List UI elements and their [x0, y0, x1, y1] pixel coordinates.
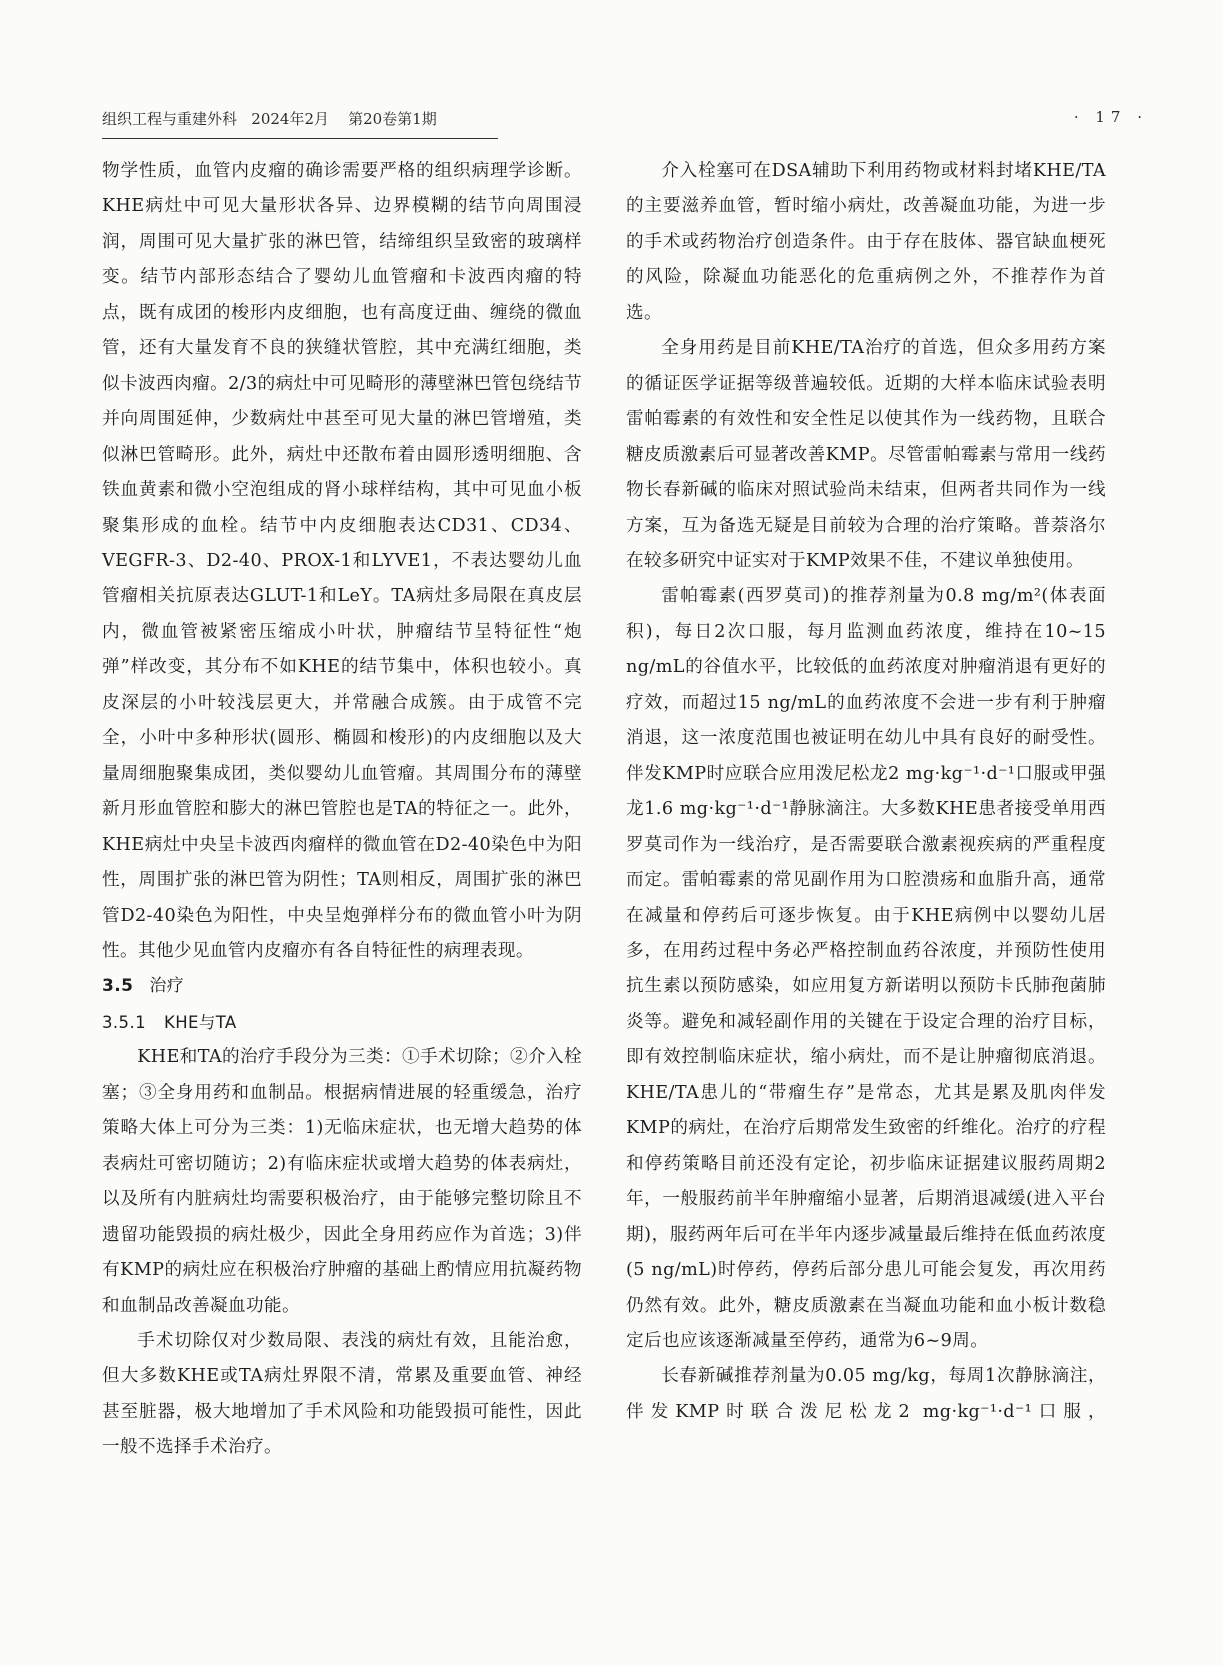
running-header — [102, 108, 1148, 138]
journal-info: 组织工程与重建外科 2024年2月 第20卷第1期 — [102, 110, 437, 128]
paragraph-pathology: 物学性质，血管内皮瘤的确诊需要严格的组织病理学诊断。KHE病灶中可见大量形状各异、边界模糊的结节向周围浸润，周围可见大量扩张的淋巴管，结缔组织呈致密的玻璃样变。结节内部形态结合了婴幼儿血管瘤和卡波西肉瘤的特点，既有成团的梭形内皮细胞，也有高度迂曲、缠绕的微血管，还有大量发育不良的狭缝状管腔，其中充满红细胞，类似卡波西肉瘤。2/3的病灶中可见畸形的薄壁淋巴管包绕结节并向周围延伸，少数病灶中甚至可见大量的淋巴管增殖，类似淋巴管畸形。此外，病灶中还散布着由圆形透明细胞、含铁血黄素和微小空泡组成的肾小球样结构，其中可见血小板聚集形成的血栓。结节中内皮细胞表达CD31、CD34、VEGFR-3、D2-40、PROX-1和LYVE1，不表达婴幼儿血管瘤相关抗原表达GLUT-1和LeY。TA病灶多局限在真皮层内，微血管被紧密压缩成小叶状，肿瘤结节呈特征性“炮弹”样改变，其分布不如KHE的结节集中，体积也较小。真皮深层的小叶较浅层更大，并常融合成簇。由于成管不完全，小叶中多种形状(圆形、椭圆和梭形)的内皮细胞以及大量周细胞聚集成团，类似婴幼儿血管瘤。其周围分布的薄壁新月形血管腔和膨大的淋巴管腔也是TA的特征之一。此外，KHE病灶中央呈卡波西肉瘤样的微血管在D2-40染色中为阳性，周围扩张的淋巴管为阴性；TA则相反，周围扩张的淋巴管D2-40染色为阳性，中央呈炮弹样分布的微血管小叶为阴性。其他少见血管内皮瘤亦有各自特征性的病理表现。 — [102, 161, 582, 961]
paragraph-systemic-therapy: 全身用药是目前KHE/TA治疗的首选，但众多用药方案的循证医学证据等级普遍较低。近期的大样本临床试验表明雷帕霉素的有效性和安全性足以使其作为一线药物，且联合糖皮质激素后可显著改善KMP。尽管雷帕霉素与常用一线药物长春新碱的临床对照试验尚未结束，但两者共同作为一线方案，互为备选无疑是目前较为合理的治疗策略。普萘洛尔在较多研究中证实对于KMP效果不佳，不建议单独使用。 — [626, 338, 1106, 571]
header-rule — [102, 138, 498, 139]
paragraph-sirolimus: 雷帕霉素(西罗莫司)的推荐剂量为0.8 mg/m²(体表面积)，每日2次口服，每月监测血药浓度，维持在10~15 ng/mL的谷值水平，比较低的血药浓度对肿瘤消退有更好的疗效，而超过15 ng/mL的血药浓度不会进一步有利于肿瘤消退，这一浓度范围也被证明在幼儿中具有良好的耐受性。伴发KMP时应联合应用泼尼松龙2 mg·kg⁻¹·d⁻¹口服或甲强龙1.6 mg·kg⁻¹·d⁻¹静脉滴注。大多数KHE患者接受单用西罗莫司作为一线治疗，是否需要联合激素视疾病的严重程度而定。雷帕霉素的常见副作用为口腔溃疡和血脂升高，通常在减量和停药后可逐步恢复。由于KHE病例中以婴幼儿居多，在用药过程中务必严格控制血药谷浓度，并预防性使用抗生素以预防感染，如应用复方新诺明以预防卡氏肺孢菌肺炎等。避免和减轻副作用的关键在于设定合理的治疗目标，即有效控制临床症状，缩小病灶，而不是让肿瘤彻底消退。KHE/TA患儿的“带瘤生存”是常态，尤其是累及肌肉伴发KMP的病灶，在治疗后期常发生致密的纤维化。治疗的疗程和停药策略目前还没有定论，初步临床证据建议服药周期2年，一般服药前半年肿瘤缩小显著，后期消退减缓(进入平台期)，服药两年后可在半年内逐步减量最后维持在低血药浓度(5 ng/mL)时停药，停药后部分患儿可能会复发，再次用药仍然有效。此外，糖皮质激素在当凝血功能和血小板计数稳定后也应该逐渐减量至停药，通常为6~9周。 — [626, 586, 1106, 1351]
right-column — [626, 154, 1106, 1430]
paragraph-surgery: 手术切除仅对少数局限、表浅的病灶有效，且能治愈，但大多数KHE或TA病灶界限不清，常累及重要血管、神经甚至脏器，极大地增加了手术风险和功能毁损可能性，因此一般不选择手术治疗。 — [102, 1330, 582, 1458]
subsection-heading — [102, 1005, 582, 1040]
page-number: · 17 · — [1073, 108, 1148, 126]
subsection-title: KHE与TA — [163, 1012, 237, 1032]
left-column — [102, 154, 582, 1466]
paragraph-vincristine: 长春新碱推荐剂量为0.05 mg/kg，每周1次静脉滴注，伴发KMP时联合泼尼松龙2 mg·kg⁻¹·d⁻¹口服， — [626, 1366, 1106, 1422]
subsection-number: 3.5.1 — [102, 1012, 146, 1032]
section-heading — [102, 969, 582, 1004]
paragraph-embolization: 介入栓塞可在DSA辅助下利用药物或材料封堵KHE/TA的主要滋养血管，暂时缩小病灶，改善凝血功能，为进一步的手术或药物治疗创造条件。由于存在肢体、器官缺血梗死的风险，除凝血功能恶化的危重病例之外，不推荐作为首选。 — [626, 161, 1106, 323]
section-title: 治疗 — [149, 976, 185, 997]
section-number: 3.5 — [102, 976, 134, 997]
paragraph-treatment-overview: KHE和TA的治疗手段分为三类：①手术切除；②介入栓塞；③全身用药和血制品。根据病情进展的轻重缓急，治疗策略大体上可分为三类：1)无临床症状，也无增大趋势的体表病灶可密切随访；2)有临床症状或增大趋势的体表病灶，以及所有内脏病灶均需要积极治疗，由于能够完整切除且不遗留功能毁损的病灶极少，因此全身用药应作为首选；3)伴有KMP的病灶应在积极治疗肿瘤的基础上酌情应用抗凝药物和血制品改善凝血功能。 — [102, 1047, 582, 1316]
